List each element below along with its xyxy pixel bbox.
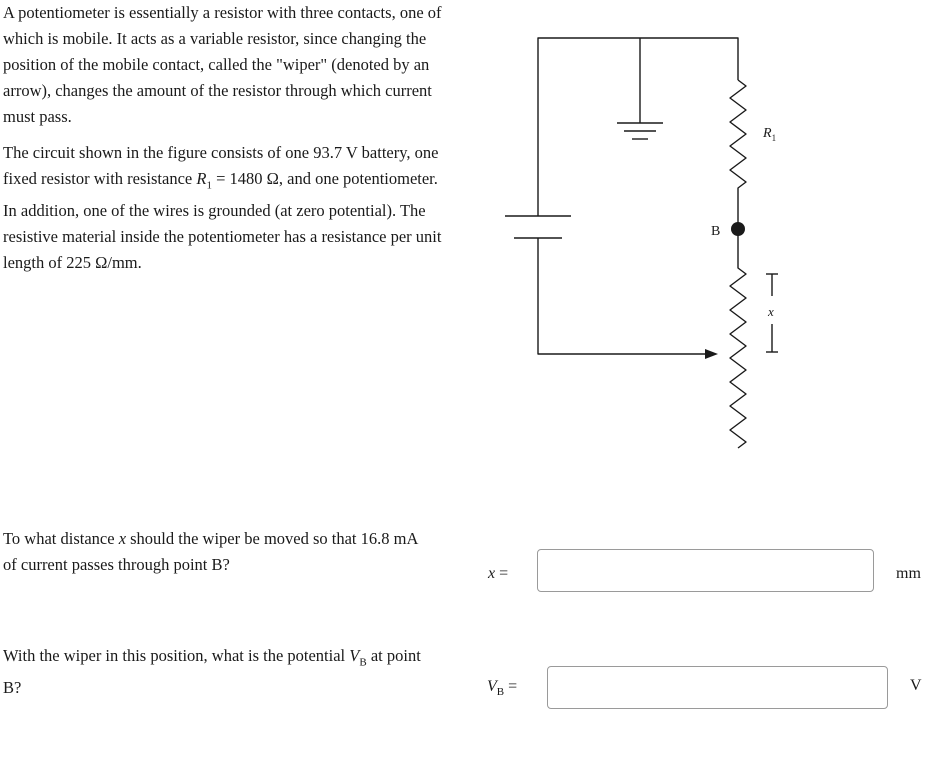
vb-answer-label bbox=[487, 678, 517, 698]
x-label-var: x bbox=[488, 565, 496, 582]
q2-var-sub: B bbox=[359, 656, 367, 669]
vb-label-var: V bbox=[487, 678, 497, 695]
point-b-dot bbox=[731, 222, 745, 236]
resistor-r1-label bbox=[762, 126, 776, 143]
vb-answer-input[interactable] bbox=[547, 666, 888, 709]
q1-text-after: should the wiper be moved so that 16.8 mA of current passes through point B? bbox=[3, 529, 418, 574]
wiper-arrow-icon bbox=[705, 349, 718, 359]
potentiometer-zigzag bbox=[730, 229, 746, 448]
q1-var: x bbox=[118, 529, 127, 548]
x-label-eq: = bbox=[495, 565, 509, 582]
question-2-text bbox=[3, 643, 433, 701]
vb-unit-label: V bbox=[910, 677, 922, 694]
vb-label-eq: = bbox=[504, 678, 518, 695]
q2-var: V bbox=[349, 646, 360, 665]
resistor-r1-letter: R bbox=[763, 126, 772, 141]
wire-top bbox=[538, 38, 738, 216]
wire-left-lower bbox=[538, 238, 707, 354]
question-1-text bbox=[3, 526, 423, 578]
q1-text-before: To what distance bbox=[3, 529, 119, 548]
resistor-r1-zigzag bbox=[730, 80, 746, 229]
x-answer-label bbox=[488, 565, 508, 583]
intro-paragraph-2 bbox=[3, 140, 453, 276]
intro-paragraph-1: A potentiometer is essentially a resistor with three contacts, one of which is mobile. It acts as a variable resistor, since changing the position of the mobile contact, called the "wiper" (denoted by an arrow), changes the amount of the resistor through which current must pass. bbox=[3, 3, 442, 126]
x-answer-input[interactable] bbox=[537, 549, 874, 592]
distance-x-label: x bbox=[768, 304, 774, 319]
p2-text-before: The circuit shown in the figure consists of one 93.7 V battery, one fixed resistor with resistance bbox=[3, 143, 439, 188]
point-b-label: B bbox=[711, 224, 721, 239]
p2-resistor-var: R bbox=[196, 169, 207, 188]
q2-text-after: at point B? bbox=[3, 646, 421, 698]
vb-label-sub: B bbox=[496, 686, 505, 699]
p2-resistor-sub: 1 bbox=[206, 179, 212, 192]
resistor-r1-subscript: 1 bbox=[771, 133, 777, 143]
q2-text-before: With the wiper in this position, what is the potential bbox=[3, 646, 350, 665]
p2-text-after: = 1480 Ω, and one potentiometer. In addition, one of the wires is grounded (at zero potential). The resistive material inside the potentiometer has a resistance per unit length of 225 Ω/mm. bbox=[3, 169, 442, 273]
x-unit-label: mm bbox=[896, 565, 921, 582]
